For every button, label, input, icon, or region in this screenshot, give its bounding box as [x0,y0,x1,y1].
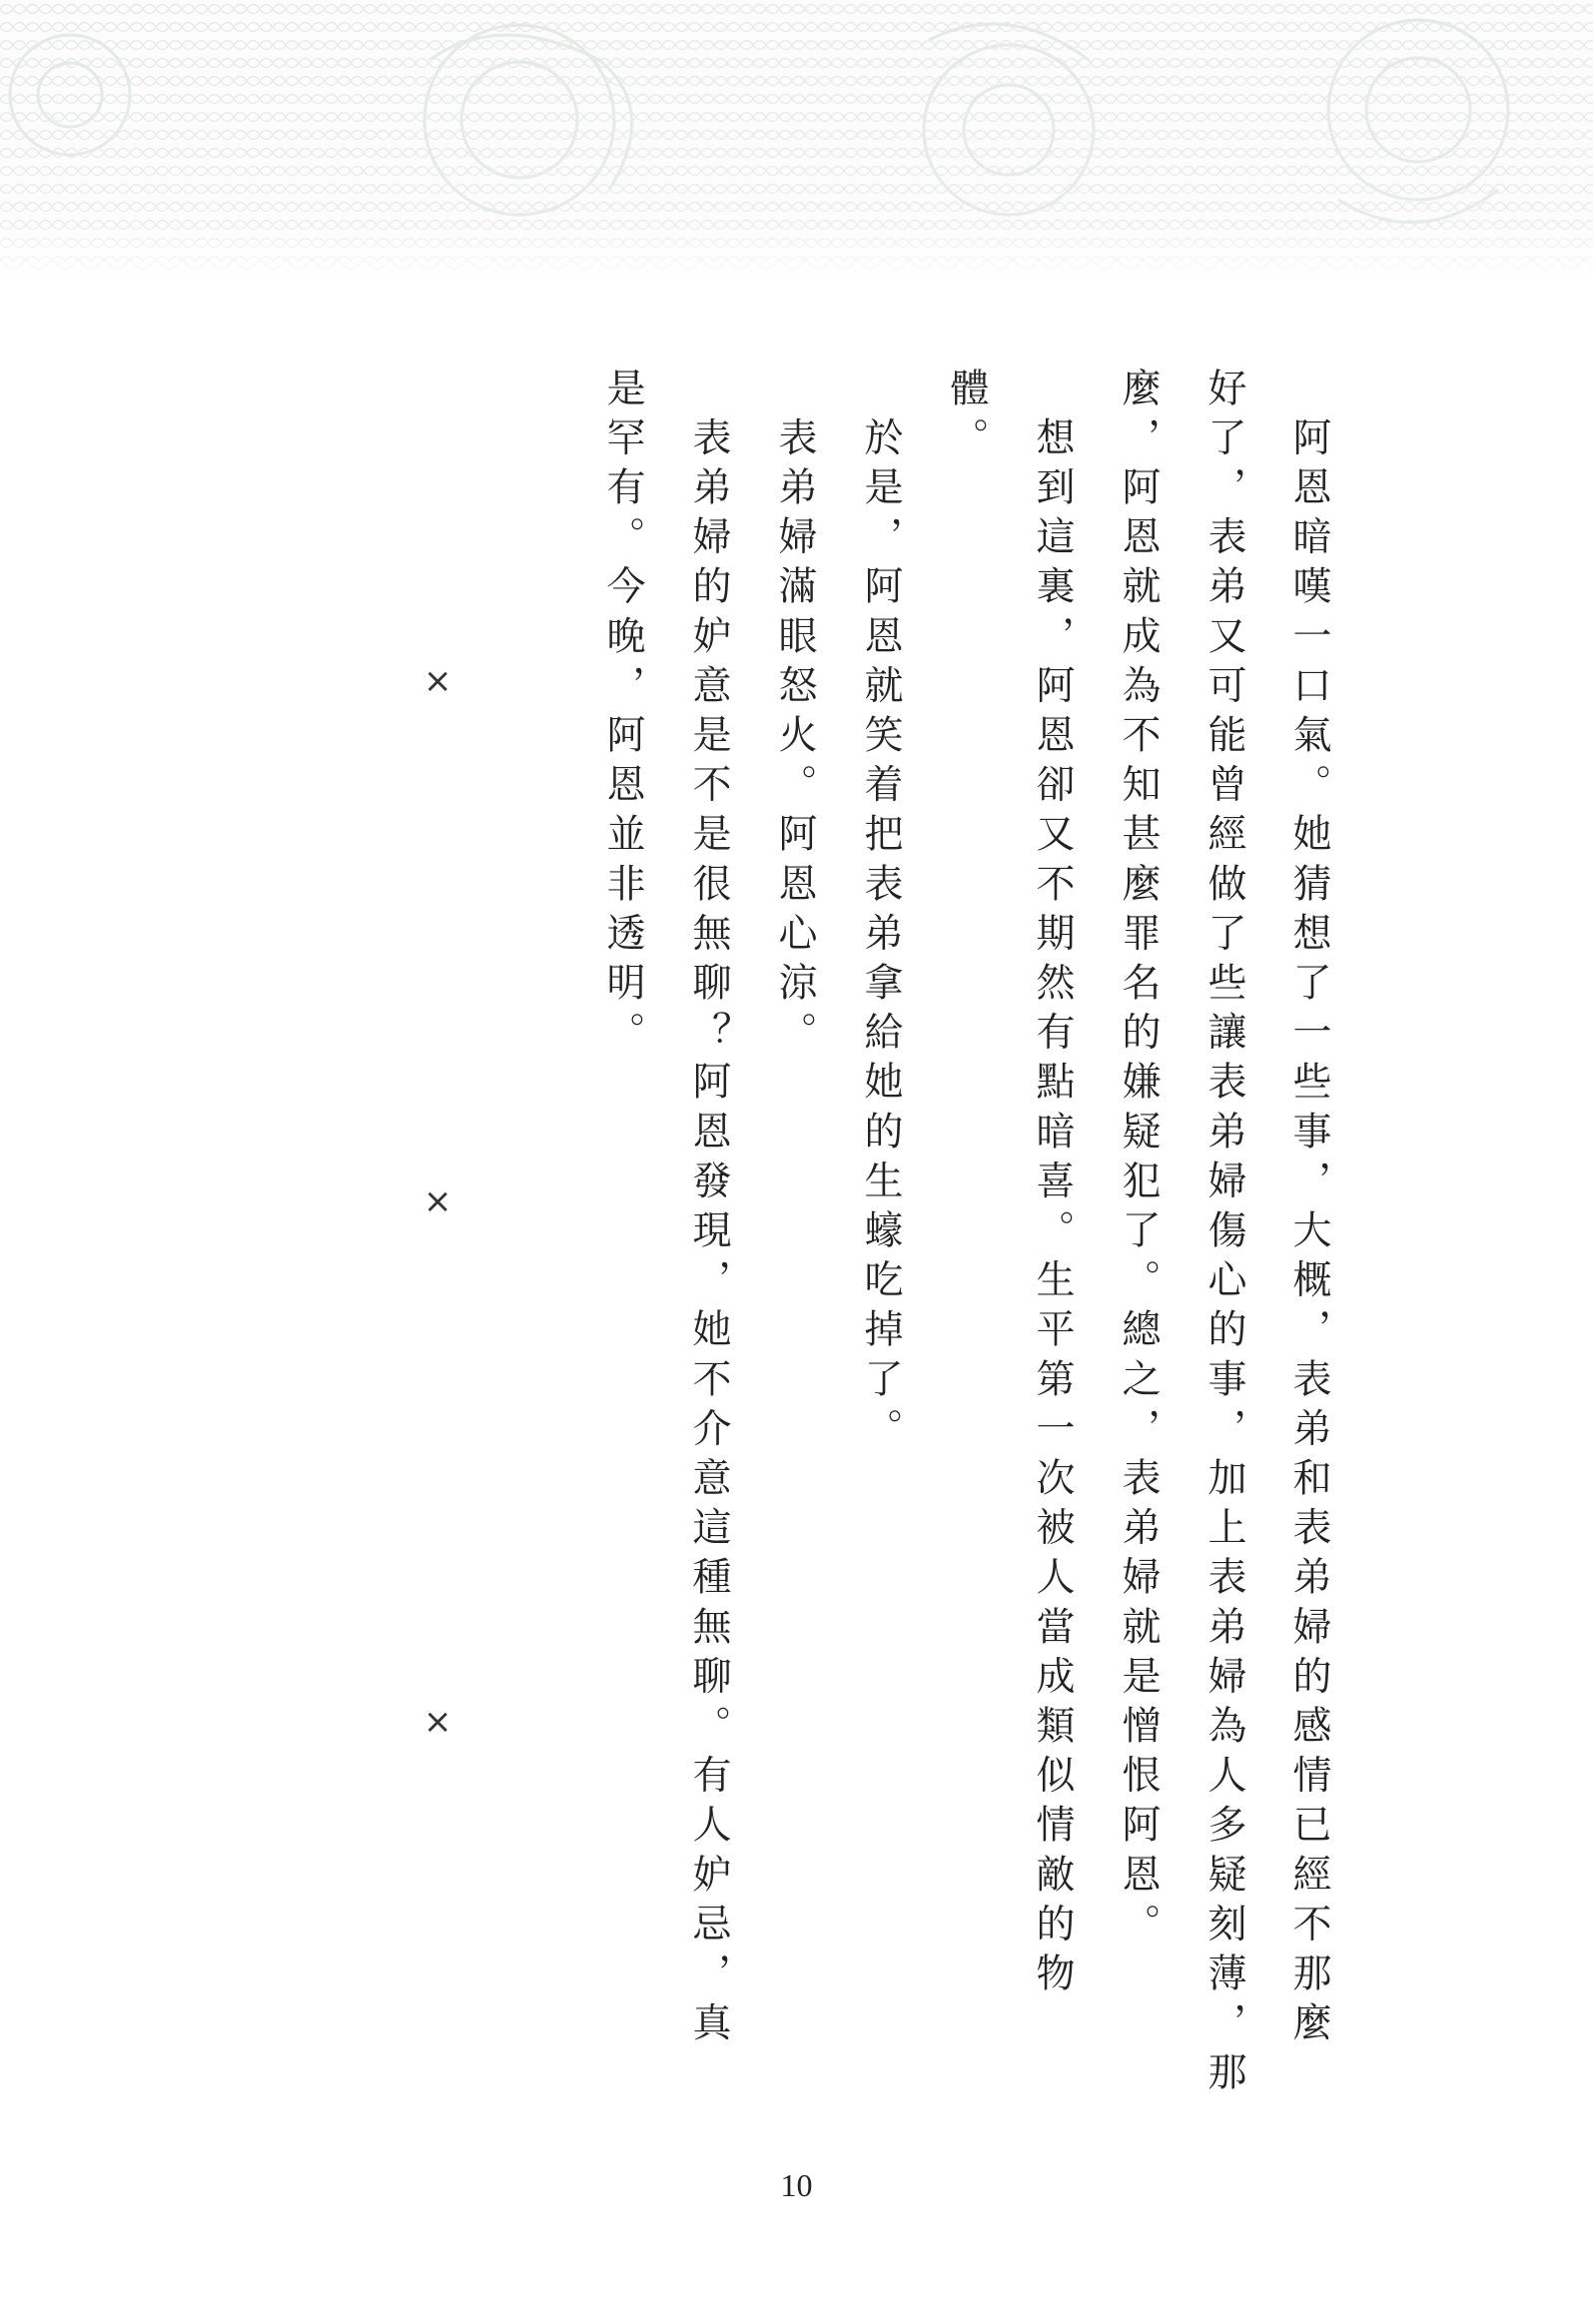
page-number: 10 [780,2167,813,2203]
text-column-2: 好了，表弟又可能曾經做了些讓表弟婦傷心的事，加上表弟婦為人多疑刻薄，那 [1201,368,1246,2101]
section-separator-mark: × [423,661,452,701]
section-separator-mark: × [423,1702,452,1742]
text-column-1: 阿恩暗嘆一口氣。她猜想了一些事，大概，表弟和表弟婦的感情已經不那麼 [1286,368,1331,2052]
text-column-3: 麼，阿恩就成為不知甚麼罪名的嫌疑犯了。總之，表弟婦就是憎恨阿恩。 [1116,368,1161,1953]
text-column-6: 於是，阿恩就笑着把表弟拿給她的生蠔吃掉了。 [858,368,903,1458]
text-column-5: 體。 [944,368,989,467]
text-column-4: 想到這裏，阿恩卻又不期然有點暗喜。生平第一次被人當成類似情敵的物 [1030,368,1075,2002]
vertical-text-body [589,368,1338,2101]
text-column-8: 表弟婦的妒意是不是很無聊？阿恩發現，她不介意這種無聊。有人妒忌，真 [686,368,731,2052]
text-column-7: 表弟婦滿眼怒火。阿恩心涼。 [772,368,817,1062]
lace-header-decoration [0,0,1593,285]
text-column-9: 是罕有。今晚，阿恩並非透明。 [600,368,645,1062]
section-separator-mark: × [423,1181,452,1221]
